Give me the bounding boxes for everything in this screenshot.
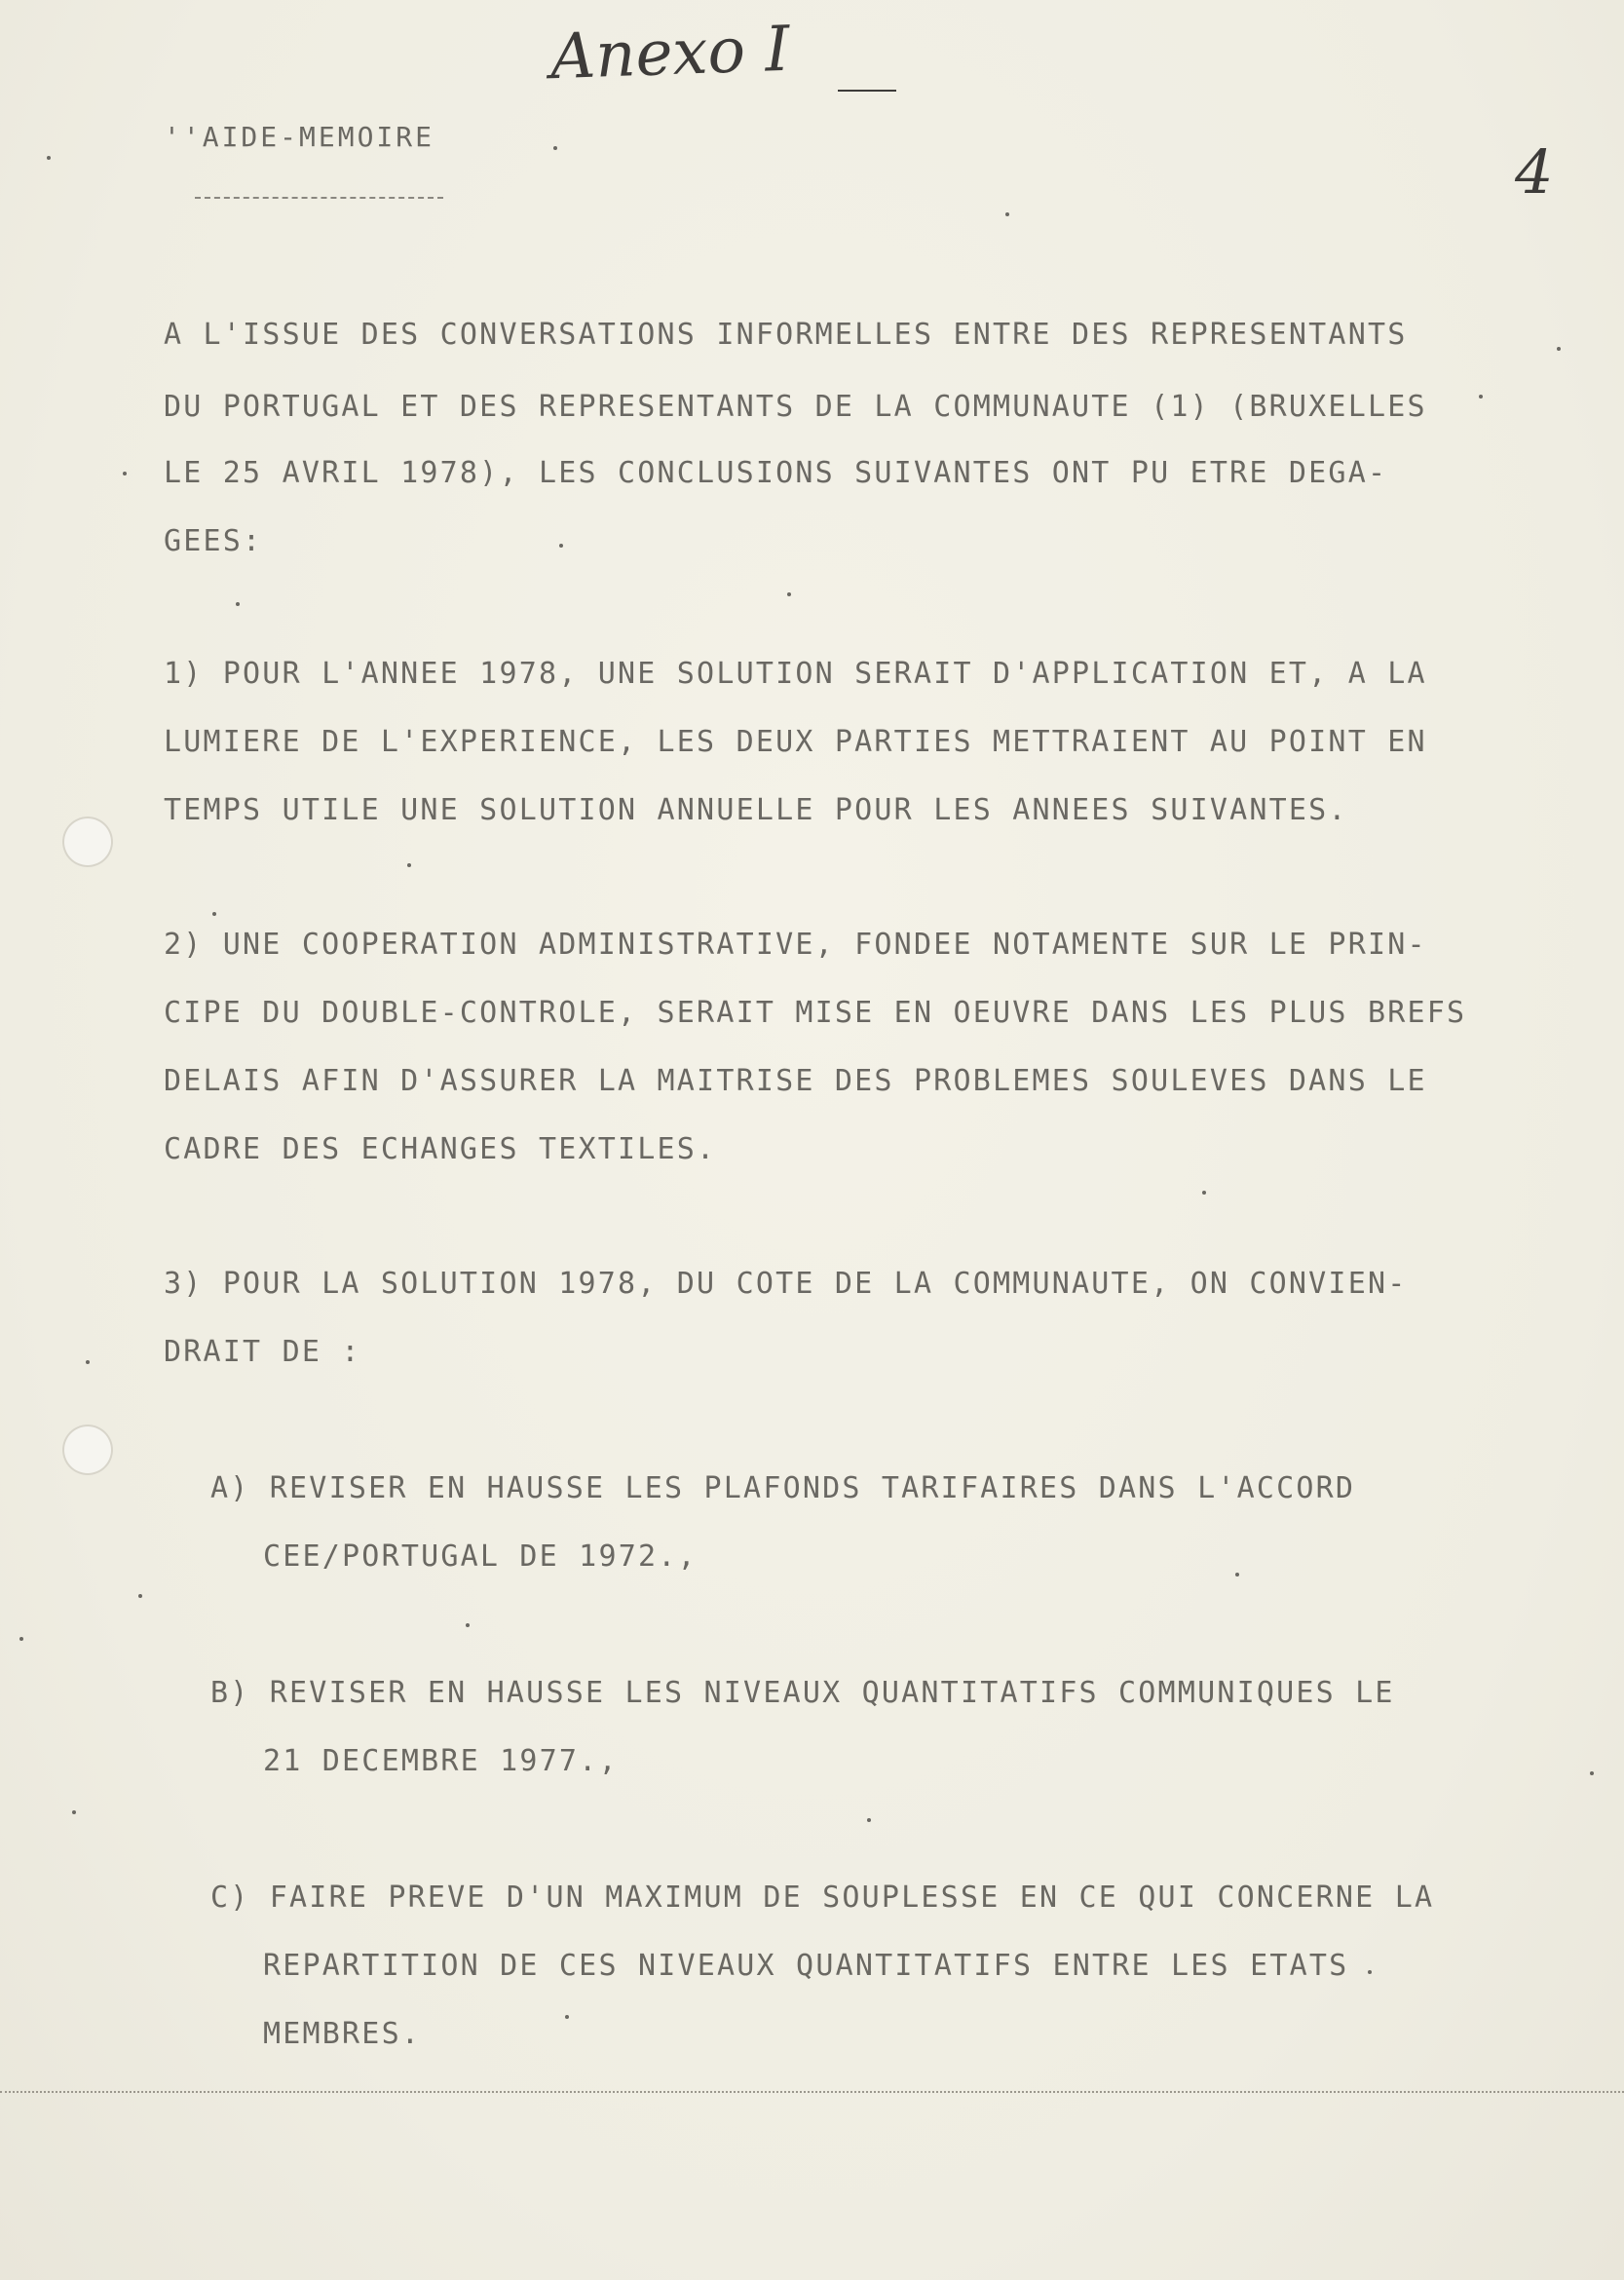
scan-speck (1202, 1191, 1206, 1195)
scan-speck (86, 1360, 90, 1364)
text-line: LE 25 AVRIL 1978), LES CONCLUSIONS SUIVANTES ONT PU ETRE DEGA- (164, 456, 1388, 490)
text-line: A L'ISSUE DES CONVERSATIONS INFORMELLES ENTRE DES REPRESENTANTS (164, 318, 1408, 352)
scan-speck (559, 544, 563, 548)
text-line: MEMBRES. (263, 2017, 422, 2051)
text-line: DELAIS AFIN D'ASSURER LA MAITRISE DES PROBLEMES SOULEVES DANS LE (164, 1064, 1427, 1098)
punch-hole-top (62, 817, 113, 867)
memo-title: ''AIDE-MEMOIRE (164, 121, 435, 153)
scan-speck (553, 146, 557, 150)
scan-speck (1005, 212, 1009, 216)
scan-speck (466, 1623, 470, 1627)
scan-speck (407, 863, 411, 867)
scan-speck (1479, 395, 1483, 399)
handwritten-annex-note: Anexo I (548, 13, 791, 95)
bottom-dotted-edge (0, 2091, 1624, 2093)
text-line: DRAIT DE : (164, 1335, 361, 1369)
scan-speck (47, 156, 51, 160)
scan-speck (1368, 1970, 1372, 1974)
scan-speck (1235, 1573, 1239, 1577)
scan-speck (236, 602, 240, 606)
text-line: CADRE DES ECHANGES TEXTILES. (164, 1132, 717, 1166)
text-line: 3) POUR LA SOLUTION 1978, DU COTE DE LA COMMUNAUTE, ON CONVIEN- (164, 1267, 1408, 1301)
scan-speck (138, 1594, 142, 1598)
handwritten-page-number: 4 (1515, 136, 1554, 208)
scan-speck (212, 912, 216, 916)
text-line: GEES: (164, 524, 263, 558)
text-line: CIPE DU DOUBLE-CONTROLE, SERAIT MISE EN OEUVRE DANS LES PLUS BREFS (164, 996, 1467, 1030)
scan-speck (867, 1818, 871, 1822)
text-line: TEMPS UTILE UNE SOLUTION ANNUELLE POUR LES ANNEES SUIVANTES. (164, 793, 1348, 827)
scan-speck (123, 472, 127, 475)
text-line: 21 DECEMBRE 1977., (263, 1744, 619, 1778)
scan-speck (1590, 1771, 1594, 1775)
text-line: DU PORTUGAL ET DES REPRESENTANTS DE LA COMMUNAUTE (1) (BRUXELLES (164, 390, 1427, 424)
scan-speck (787, 592, 791, 596)
punch-hole-bottom (62, 1425, 113, 1475)
scan-speck (19, 1637, 23, 1641)
text-line: C) FAIRE PREVE D'UN MAXIMUM DE SOUPLESSE EN CE QUI CONCERNE LA (210, 1881, 1435, 1915)
text-line: CEE/PORTUGAL DE 1972., (263, 1539, 698, 1574)
scan-speck (565, 2015, 569, 2019)
scan-speck (1557, 347, 1561, 351)
text-line: REPARTITION DE CES NIVEAUX QUANTITATIFS ENTRE LES ETATS (263, 1949, 1349, 1983)
text-line: 1) POUR L'ANNEE 1978, UNE SOLUTION SERAIT D'APPLICATION ET, A LA (164, 657, 1427, 691)
text-line: A) REVISER EN HAUSSE LES PLAFONDS TARIFAIRES DANS L'ACCORD (210, 1471, 1356, 1505)
annex-note-underline (838, 90, 896, 92)
title-underline (195, 197, 443, 199)
text-line: LUMIERE DE L'EXPERIENCE, LES DEUX PARTIES METTRAIENT AU POINT EN (164, 725, 1427, 759)
text-line: B) REVISER EN HAUSSE LES NIVEAUX QUANTITATIFS COMMUNIQUES LE (210, 1676, 1395, 1710)
scan-speck (72, 1810, 76, 1814)
text-line: 2) UNE COOPERATION ADMINISTRATIVE, FONDEE NOTAMENTE SUR LE PRIN- (164, 928, 1427, 962)
